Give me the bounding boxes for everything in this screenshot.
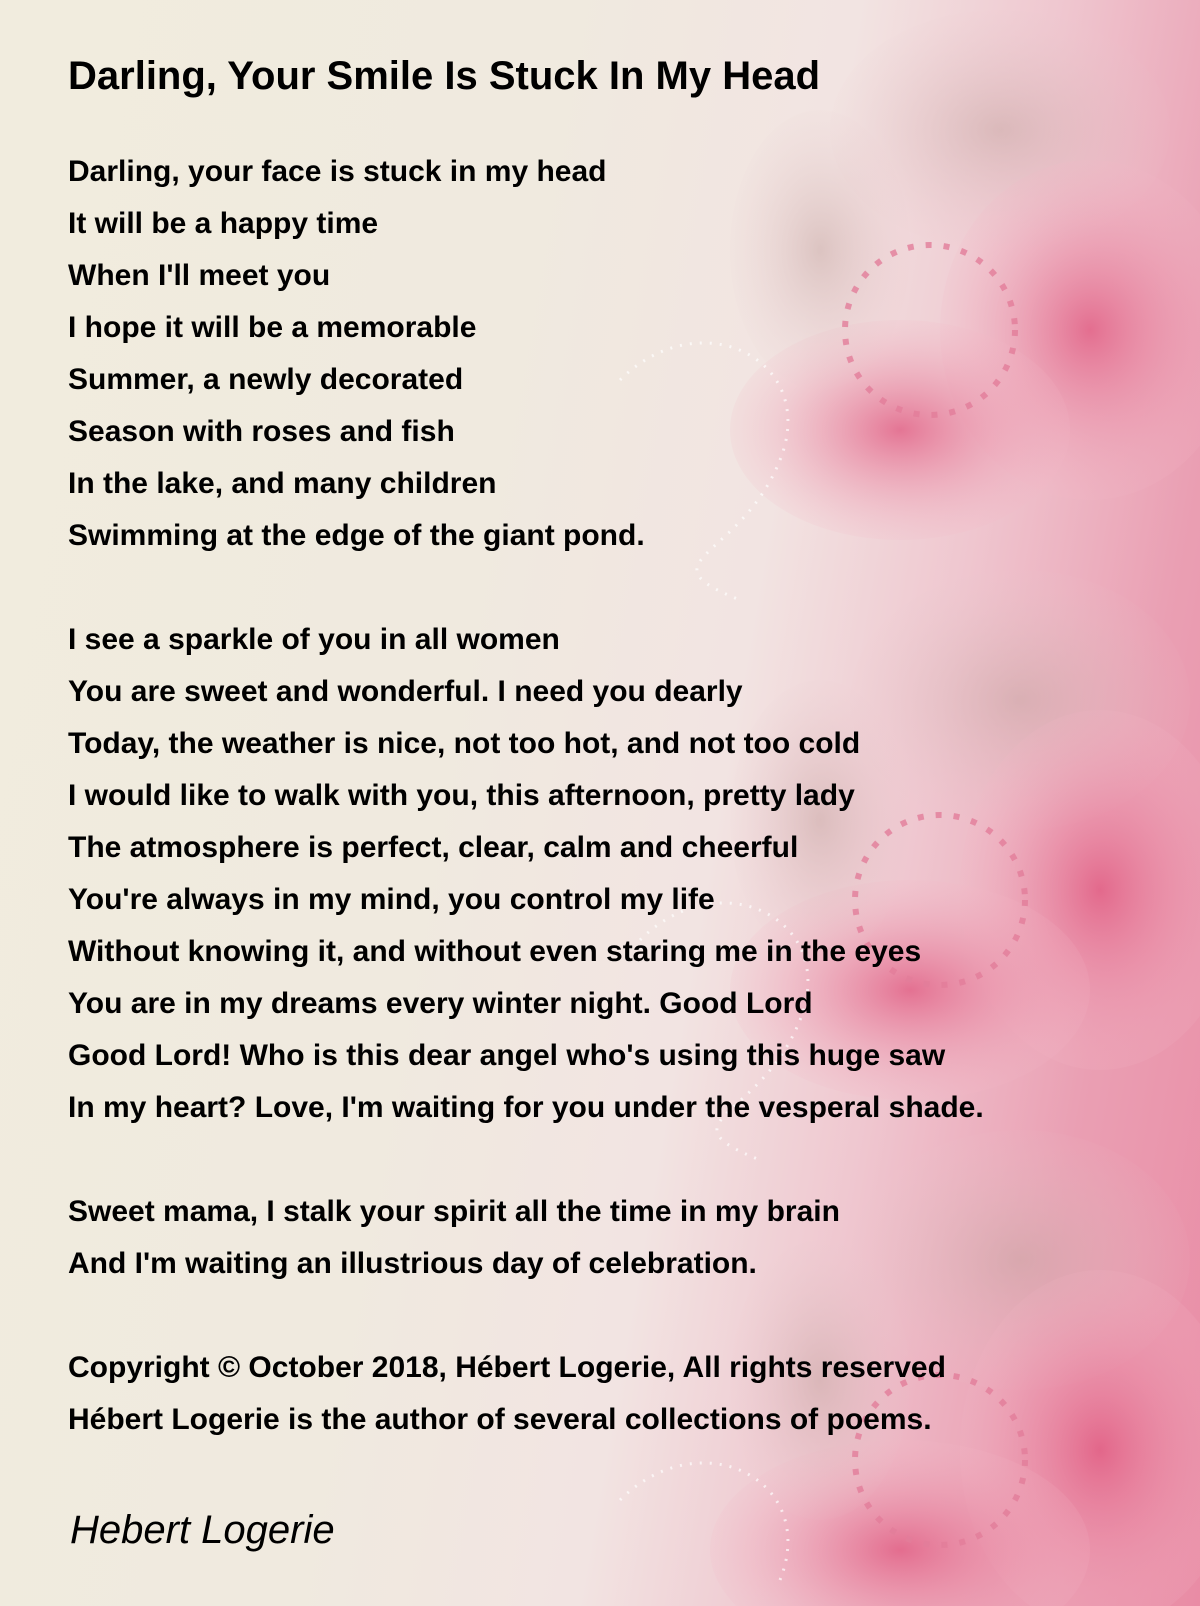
poem-line: I hope it will be a memorable xyxy=(68,311,477,344)
poem-line: The atmosphere is perfect, clear, calm and cheerful xyxy=(68,831,799,864)
poem-line: When I'll meet you xyxy=(68,259,331,292)
poem-line: Good Lord! Who is this dear angel who's using this huge saw xyxy=(68,1039,946,1072)
author-signature: Hebert Logerie xyxy=(70,1508,335,1552)
poem-line: In the lake, and many children xyxy=(68,467,497,500)
stanza-3 xyxy=(68,1186,840,1290)
poem-line: You're always in my mind, you control my life xyxy=(68,883,715,916)
poem-line: You are sweet and wonderful. I need you dearly xyxy=(68,675,743,708)
poem-line: Today, the weather is nice, not too hot, and not too cold xyxy=(68,727,861,760)
stanza-1 xyxy=(68,146,645,562)
copyright-line: Copyright © October 2018, Hébert Logerie, All rights reserved xyxy=(68,1351,946,1384)
author-bio-line: Hébert Logerie is the author of several collections of poems. xyxy=(68,1403,932,1436)
poem-line: Summer, a newly decorated xyxy=(68,363,464,396)
poem-line: In my heart? Love, I'm waiting for you under the vesperal shade. xyxy=(68,1091,984,1124)
poem-title: Darling, Your Smile Is Stuck In My Head xyxy=(68,54,821,98)
poem-line: Darling, your face is stuck in my head xyxy=(68,155,607,188)
poem-line: It will be a happy time xyxy=(68,207,379,240)
poem-line: Season with roses and fish xyxy=(68,415,455,448)
copyright-notice xyxy=(68,1342,946,1446)
poem-line: Without knowing it, and without even staring me in the eyes xyxy=(68,935,922,968)
poem-line: Sweet mama, I stalk your spirit all the time in my brain xyxy=(68,1195,840,1228)
poem-line: You are in my dreams every winter night. Good Lord xyxy=(68,987,813,1020)
poem-line: I would like to walk with you, this afternoon, pretty lady xyxy=(68,779,855,812)
stanza-2 xyxy=(68,614,984,1134)
poem-line: Swimming at the edge of the giant pond. xyxy=(68,519,645,552)
poem-line: I see a sparkle of you in all women xyxy=(68,623,560,656)
poem-line: And I'm waiting an illustrious day of celebration. xyxy=(68,1247,757,1280)
